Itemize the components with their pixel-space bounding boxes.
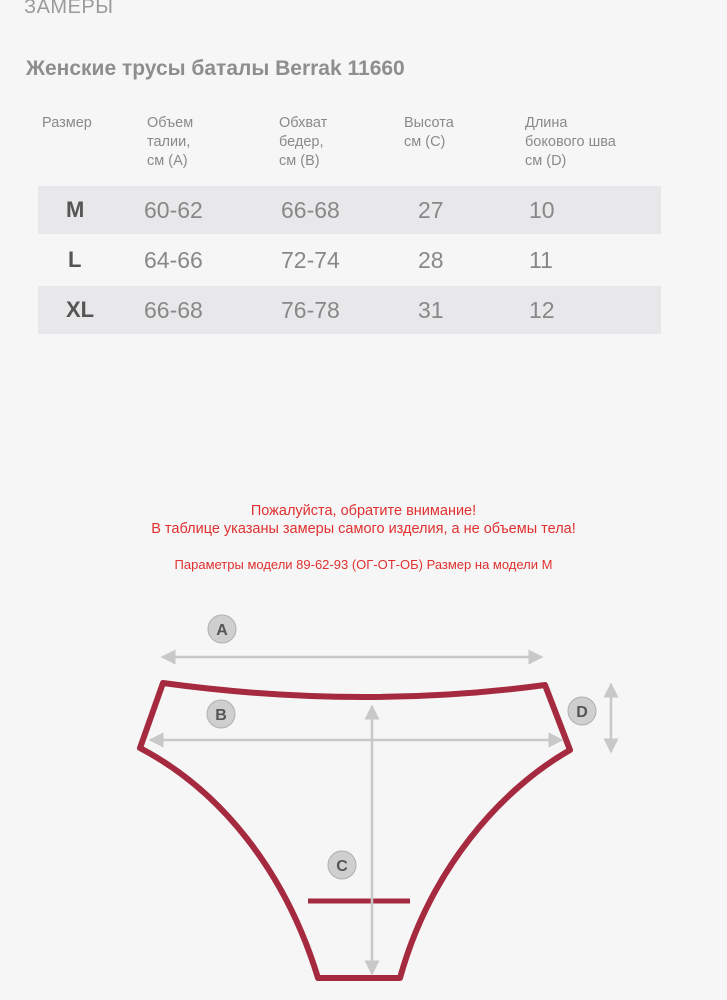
height-cell: 27 — [418, 197, 444, 223]
header-waist-line: Объем — [147, 115, 194, 131]
notice-model-params: Параметры модели 89-62-93 (ОГ-ОТ-ОБ) Размер на модели М — [174, 557, 553, 572]
table-row — [38, 286, 661, 334]
badge-b — [207, 700, 235, 728]
header-side-seam-line: бокового шва — [525, 134, 616, 150]
notice-measurements: В таблице указаны замеры самого изделия, а не объемы тела! — [151, 521, 576, 537]
header-side-seam-line: см (D) — [525, 153, 567, 169]
waist-cell: 64-66 — [144, 247, 203, 273]
header-waist-line: см (А) — [147, 153, 188, 169]
size-cell: L — [68, 247, 82, 272]
waist-cell: 60-62 — [144, 197, 203, 223]
header-size — [42, 114, 92, 133]
side-seam-cell: 10 — [529, 197, 555, 223]
header-height-line: см (С) — [404, 134, 446, 150]
badge-c — [328, 851, 356, 879]
briefs-outline — [140, 683, 570, 978]
header-height-line: Высота — [404, 115, 454, 131]
table-row — [38, 186, 661, 234]
hips-cell: 66-68 — [281, 197, 340, 223]
table-row — [38, 236, 661, 284]
header-hips-line: Обхват — [279, 115, 328, 131]
header-side-seam-line: Длина — [525, 115, 568, 131]
product-title: Женские трусы баталы Berrak 11660 — [26, 57, 405, 80]
notice-attention: Пожалуйста, обратите внимание! — [250, 503, 477, 519]
header-side-seam — [525, 114, 655, 171]
badge-c-label: C — [336, 858, 348, 875]
badge-d-label: D — [576, 704, 588, 721]
side-seam-cell: 11 — [529, 247, 553, 273]
badge-d — [568, 697, 596, 725]
briefs-measurement-diagram — [0, 600, 727, 1000]
badge-a-label: A — [216, 622, 228, 639]
size-cell: XL — [66, 297, 95, 322]
header-waist — [147, 114, 257, 171]
hips-cell: 76-78 — [281, 297, 340, 323]
height-cell: 28 — [418, 247, 444, 273]
header-hips-line: см (В) — [279, 153, 320, 169]
header-height — [404, 114, 504, 152]
header-waist-line: талии, — [147, 134, 191, 150]
hips-cell: 72-74 — [281, 247, 340, 273]
height-cell: 31 — [418, 297, 444, 323]
section-title: ЗАМЕРЫ — [24, 0, 114, 18]
header-size-label: Размер — [42, 115, 92, 131]
badge-a — [208, 615, 236, 643]
badge-b-label: B — [215, 707, 227, 724]
side-seam-cell: 12 — [529, 297, 555, 323]
header-hips — [279, 114, 389, 171]
header-hips-line: бедер, — [279, 134, 324, 150]
waist-cell: 66-68 — [144, 297, 203, 323]
size-cell: M — [66, 197, 85, 222]
